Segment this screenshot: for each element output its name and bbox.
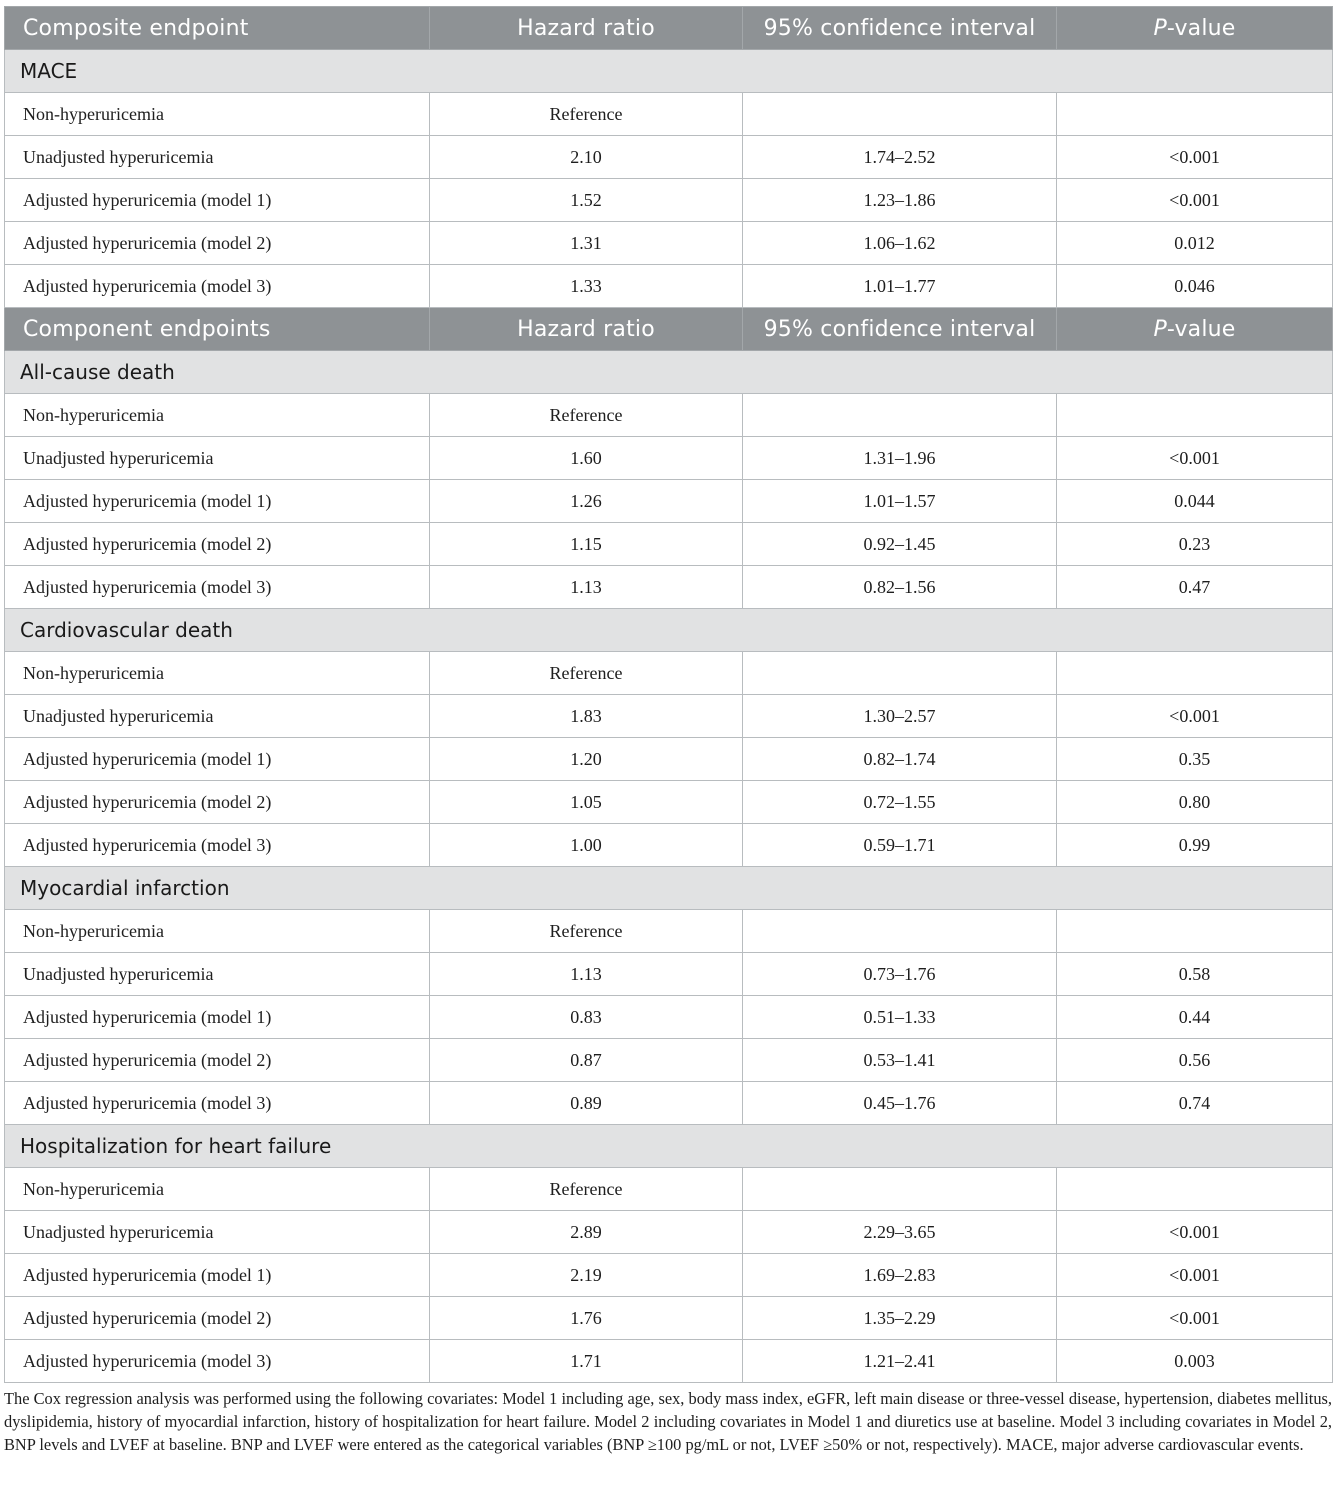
section-title: MACE: [5, 50, 1333, 93]
section-title: Myocardial infarction: [5, 867, 1333, 910]
row-label: Unadjusted hyperuricemia: [5, 1211, 430, 1254]
confidence-interval-cell: 0.59–1.71: [743, 824, 1057, 867]
column-header-p-value: [1057, 308, 1333, 351]
p-value-cell: 0.99: [1057, 824, 1333, 867]
row-label: Adjusted hyperuricemia (model 1): [5, 738, 430, 781]
table-row: [5, 179, 1333, 222]
p-value-cell: [1057, 394, 1333, 437]
table-row: [5, 222, 1333, 265]
p-value-cell: 0.044: [1057, 480, 1333, 523]
hazard-ratio-cell: 0.89: [430, 1082, 743, 1125]
row-label: Adjusted hyperuricemia (model 3): [5, 1082, 430, 1125]
hazard-ratio-cell: 1.13: [430, 566, 743, 609]
p-value-cell: [1057, 910, 1333, 953]
confidence-interval-cell: 1.21–2.41: [743, 1340, 1057, 1383]
table-row: [5, 652, 1333, 695]
table-row: [5, 996, 1333, 1039]
row-label: Adjusted hyperuricemia (model 2): [5, 222, 430, 265]
section-title: Hospitalization for heart failure: [5, 1125, 1333, 1168]
p-value-cell: <0.001: [1057, 1254, 1333, 1297]
confidence-interval-cell: 1.01–1.77: [743, 265, 1057, 308]
row-label: Unadjusted hyperuricemia: [5, 136, 430, 179]
table-header-row: [5, 7, 1333, 50]
section-row: [5, 867, 1333, 910]
p-value-cell: 0.44: [1057, 996, 1333, 1039]
table-footnote: The Cox regression analysis was performed using the following covariates: Model 1 including age, sex, body mass index, eGFR, left main disease or three-vessel disease, hypertension, diabetes mellitus, dyslipidemia, history of myocardial infarction, history of hospitalization for heart failure. Model 2 including covariates in Model 1 and diuretics use at baseline. Model 3 including covariates in Model 2, BNP levels and LVEF at baseline. BNP and LVEF were entered as the categorical variables (BNP ≥100 pg/mL or not, LVEF ≥50% or not, respectively). MACE, major adverse cardiovascular events.: [4, 1389, 1332, 1455]
row-label: Non-hyperuricemia: [5, 1168, 430, 1211]
p-value-cell: 0.47: [1057, 566, 1333, 609]
confidence-interval-cell: [743, 652, 1057, 695]
row-label: Adjusted hyperuricemia (model 1): [5, 480, 430, 523]
confidence-interval-cell: 1.30–2.57: [743, 695, 1057, 738]
confidence-interval-cell: 1.06–1.62: [743, 222, 1057, 265]
p-value-suffix: -value: [1166, 316, 1236, 342]
column-header-hazard-ratio: Hazard ratio: [430, 308, 743, 351]
p-value-cell: <0.001: [1057, 437, 1333, 480]
table-row: [5, 781, 1333, 824]
row-label: Adjusted hyperuricemia (model 1): [5, 1254, 430, 1297]
hazard-ratio-cell: 1.00: [430, 824, 743, 867]
hazard-ratio-cell: 1.13: [430, 953, 743, 996]
table-row: [5, 566, 1333, 609]
column-header-endpoint: Composite endpoint: [5, 7, 430, 50]
p-value-cell: 0.35: [1057, 738, 1333, 781]
row-label: Unadjusted hyperuricemia: [5, 695, 430, 738]
p-value-cell: [1057, 652, 1333, 695]
table-header-row: [5, 308, 1333, 351]
p-value-cell: <0.001: [1057, 1211, 1333, 1254]
table-row: [5, 953, 1333, 996]
table-row: [5, 1082, 1333, 1125]
hazard-ratio-cell: 1.76: [430, 1297, 743, 1340]
table-row: [5, 1254, 1333, 1297]
confidence-interval-cell: 0.73–1.76: [743, 953, 1057, 996]
section-row: [5, 1125, 1333, 1168]
confidence-interval-cell: 0.53–1.41: [743, 1039, 1057, 1082]
table-row: [5, 695, 1333, 738]
table-row: [5, 93, 1333, 136]
confidence-interval-cell: 0.45–1.76: [743, 1082, 1057, 1125]
column-header-p-value: [1057, 7, 1333, 50]
row-label: Non-hyperuricemia: [5, 652, 430, 695]
confidence-interval-cell: 0.92–1.45: [743, 523, 1057, 566]
confidence-interval-cell: 1.69–2.83: [743, 1254, 1057, 1297]
table-row: [5, 265, 1333, 308]
hazard-ratio-cell: Reference: [430, 93, 743, 136]
row-label: Adjusted hyperuricemia (model 2): [5, 1039, 430, 1082]
p-value-cell: <0.001: [1057, 695, 1333, 738]
section-row: [5, 50, 1333, 93]
confidence-interval-cell: [743, 910, 1057, 953]
hazard-ratio-cell: Reference: [430, 1168, 743, 1211]
p-value-cell: <0.001: [1057, 1297, 1333, 1340]
table-row: [5, 480, 1333, 523]
confidence-interval-cell: 0.82–1.56: [743, 566, 1057, 609]
p-value-cell: 0.23: [1057, 523, 1333, 566]
section-row: [5, 609, 1333, 652]
row-label: Adjusted hyperuricemia (model 3): [5, 566, 430, 609]
confidence-interval-cell: 0.51–1.33: [743, 996, 1057, 1039]
hazard-ratio-cell: Reference: [430, 910, 743, 953]
column-header-confidence-interval: 95% confidence interval: [743, 308, 1057, 351]
column-header-endpoint: Component endpoints: [5, 308, 430, 351]
table-row: [5, 738, 1333, 781]
row-label: Non-hyperuricemia: [5, 93, 430, 136]
row-label: Unadjusted hyperuricemia: [5, 953, 430, 996]
row-label: Adjusted hyperuricemia (model 3): [5, 824, 430, 867]
hazard-ratio-cell: 1.15: [430, 523, 743, 566]
row-label: Adjusted hyperuricemia (model 1): [5, 179, 430, 222]
table-body: [5, 7, 1333, 1383]
table-row: [5, 523, 1333, 566]
row-label: Adjusted hyperuricemia (model 3): [5, 1340, 430, 1383]
table-row: [5, 1211, 1333, 1254]
section-row: [5, 351, 1333, 394]
row-label: Adjusted hyperuricemia (model 2): [5, 523, 430, 566]
table-row: [5, 910, 1333, 953]
confidence-interval-cell: 1.35–2.29: [743, 1297, 1057, 1340]
hazard-ratio-cell: 1.05: [430, 781, 743, 824]
row-label: Unadjusted hyperuricemia: [5, 437, 430, 480]
p-value-cell: <0.001: [1057, 179, 1333, 222]
p-value-cell: [1057, 1168, 1333, 1211]
p-value-italic-p: P: [1153, 316, 1167, 342]
row-label: Adjusted hyperuricemia (model 3): [5, 265, 430, 308]
hazard-ratio-cell: 2.19: [430, 1254, 743, 1297]
row-label: Adjusted hyperuricemia (model 2): [5, 1297, 430, 1340]
hazard-ratio-cell: 1.20: [430, 738, 743, 781]
hazard-ratio-cell: 1.31: [430, 222, 743, 265]
confidence-interval-cell: 0.72–1.55: [743, 781, 1057, 824]
table-row: [5, 136, 1333, 179]
confidence-interval-cell: 1.74–2.52: [743, 136, 1057, 179]
section-title: All-cause death: [5, 351, 1333, 394]
row-label: Non-hyperuricemia: [5, 910, 430, 953]
hazard-ratio-cell: 2.89: [430, 1211, 743, 1254]
hazard-ratio-cell: 0.87: [430, 1039, 743, 1082]
hazard-ratio-cell: Reference: [430, 652, 743, 695]
hazard-ratio-cell: 1.52: [430, 179, 743, 222]
hazard-ratio-cell: 1.33: [430, 265, 743, 308]
p-value-cell: 0.58: [1057, 953, 1333, 996]
confidence-interval-cell: [743, 1168, 1057, 1211]
p-value-cell: 0.80: [1057, 781, 1333, 824]
p-value-italic-p: P: [1153, 15, 1167, 41]
p-value-cell: 0.003: [1057, 1340, 1333, 1383]
p-value-cell: <0.001: [1057, 136, 1333, 179]
table-row: [5, 824, 1333, 867]
row-label: Adjusted hyperuricemia (model 2): [5, 781, 430, 824]
hazard-ratio-cell: 2.10: [430, 136, 743, 179]
p-value-cell: 0.74: [1057, 1082, 1333, 1125]
row-label: Non-hyperuricemia: [5, 394, 430, 437]
p-value-cell: 0.56: [1057, 1039, 1333, 1082]
hazard-ratio-cell: 1.83: [430, 695, 743, 738]
confidence-interval-cell: [743, 394, 1057, 437]
confidence-interval-cell: 1.31–1.96: [743, 437, 1057, 480]
table-row: [5, 1297, 1333, 1340]
p-value-cell: 0.046: [1057, 265, 1333, 308]
hazard-ratio-cell: 1.60: [430, 437, 743, 480]
hazard-ratio-cell: 1.26: [430, 480, 743, 523]
section-title: Cardiovascular death: [5, 609, 1333, 652]
table-row: [5, 1340, 1333, 1383]
confidence-interval-cell: 1.23–1.86: [743, 179, 1057, 222]
table-row: [5, 437, 1333, 480]
confidence-interval-cell: 0.82–1.74: [743, 738, 1057, 781]
p-value-cell: 0.012: [1057, 222, 1333, 265]
p-value-suffix: -value: [1166, 15, 1236, 41]
column-header-confidence-interval: 95% confidence interval: [743, 7, 1057, 50]
column-header-hazard-ratio: Hazard ratio: [430, 7, 743, 50]
confidence-interval-cell: [743, 93, 1057, 136]
row-label: Adjusted hyperuricemia (model 1): [5, 996, 430, 1039]
confidence-interval-cell: 2.29–3.65: [743, 1211, 1057, 1254]
hazard-ratio-cell: 0.83: [430, 996, 743, 1039]
table-row: [5, 1168, 1333, 1211]
hazard-ratio-table: [4, 6, 1333, 1383]
table-row: [5, 1039, 1333, 1082]
hazard-ratio-cell: Reference: [430, 394, 743, 437]
hazard-ratio-cell: 1.71: [430, 1340, 743, 1383]
table-row: [5, 394, 1333, 437]
p-value-cell: [1057, 93, 1333, 136]
confidence-interval-cell: 1.01–1.57: [743, 480, 1057, 523]
